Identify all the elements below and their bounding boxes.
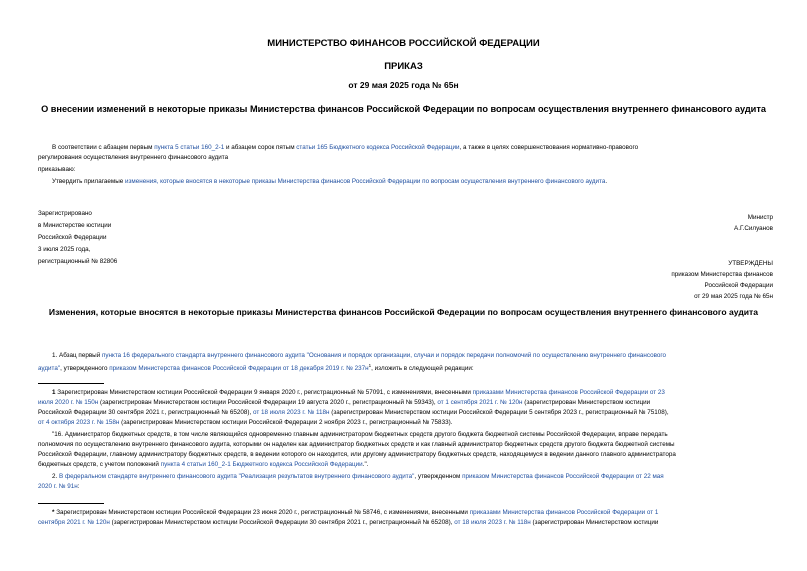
text: Зарегистрирован Министерством юстиции Российской Федерации 23 июня 2020 г., регистрационный № 58746, с изменениями, внесенными [54, 509, 470, 516]
text: , утвержденном [414, 473, 463, 480]
link-order-120n-cont[interactable]: сентября 2021 г. № 120н [38, 519, 110, 526]
footnote1-line-1 [52, 389, 665, 397]
link-order-120n[interactable]: от 1 сентября 2021 г. № 120н [437, 399, 523, 406]
text: (зарегистрирован Министерством юстиции Российской Федерации 5 сентября 2023 г., регистрационный № 75108), [329, 409, 669, 416]
link-order-91n[interactable]: приказом Министерства финансов Российской Федерации от 22 мая [462, 473, 664, 480]
text: , утвержденного [60, 365, 110, 373]
preamble-line-2: регулирования осуществления внутреннего финансового аудита [38, 154, 229, 161]
footnote-separator [38, 503, 104, 504]
text: . [605, 178, 608, 185]
link-standard-results[interactable]: В федеральном стандарте внутреннего финансового аудита "Реализация результатов внутреннего финансового аудита" [59, 473, 415, 480]
text: (зарегистрирован Министерством юстиции [530, 519, 659, 526]
footnote1-line-4 [38, 419, 452, 427]
text: и абзацем сорок пятым [224, 144, 297, 151]
link-orders-150n[interactable]: приказами Министерства финансов Российской Федерации от 23 [472, 389, 665, 396]
footnote1-line-3 [38, 409, 669, 417]
text: 1. Абзац первый [52, 352, 102, 359]
approved-line: УТВЕРЖДЕНЫ [728, 260, 773, 267]
text: Зарегистрирован Министерством юстиции Российской Федерации 9 января 2020 г., регистрационный № 57091, с изменениями, внесенными [55, 389, 473, 396]
approved-line: от 29 мая 2025 года № 65н [694, 293, 773, 300]
approved-line: Российской Федерации [704, 282, 773, 289]
text: Утвердить прилагаемые [52, 178, 125, 185]
quote-line-4 [38, 461, 368, 469]
footnote-marker: 1 [52, 389, 56, 396]
link-article-160-2-1[interactable]: пункта 5 статьи 160_2-1 [154, 144, 225, 151]
approved-line: приказом Министерства финансов [671, 271, 773, 278]
text: : [77, 483, 80, 490]
text: (зарегистрирован Министерством юстиции Российской Федерации 19 августа 2020 г., регистрационный № 59343), [98, 399, 438, 406]
text: (зарегистрирован Министерством юстиции [522, 399, 651, 406]
approve-paragraph [52, 178, 607, 186]
footnote1-line-2 [38, 399, 650, 407]
registration-line: Российской Федерации [38, 234, 107, 241]
link-article-165[interactable]: статьи 165 Бюджетного кодекса Российской Федерации [296, 144, 460, 151]
text: бюджетных средств, с учетом положений [38, 461, 161, 468]
item2-line-2 [38, 483, 80, 491]
signature-position: Министр [747, 214, 773, 221]
link-standard-16[interactable]: пункта 16 федерального стандарта внутреннего финансового аудита "Основания и порядок организации, случаи и порядок передачи полномочий по осуществлению внутреннего финансового [101, 352, 667, 359]
text: (зарегистрирован Министерством юстиции Российской Федерации 30 сентября 2021 г., регистрационный № 65208), [109, 519, 455, 526]
text: (зарегистрирован Министерством юстиции Российской Федерации 2 ноября 2023 г., регистрационный № 75833). [119, 419, 453, 426]
link-orders-120n[interactable]: приказами Министерства финансов Российской Федерации от 1 [469, 509, 659, 516]
link-article-160-2-1-p4[interactable]: пункта 4 статьи 160_2-1 Бюджетного кодекса Российской Федерации [160, 461, 363, 468]
text: , изложить в следующей редакции: [371, 365, 474, 373]
order-word: приказываю: [38, 166, 76, 173]
preamble-line-1 [52, 144, 638, 152]
quote-line-2: полномочия по осуществлению внутреннего финансового аудита, которыми он наделен как администратор бюджетных средств и как главный администратор бюджетных средств другого бюджета бюджетной системы [38, 441, 675, 448]
registration-line: Зарегистрировано [38, 210, 92, 217]
text: В соответствии с абзацем первым [52, 144, 155, 151]
link-order-158n[interactable]: от 4 октября 2023 г. № 158н [38, 419, 120, 426]
registration-line: 3 июля 2025 года, [38, 246, 91, 253]
link-changes[interactable]: изменения, которые вносятся в некоторые приказы Министерства финансов Российской Федерации по вопросам осуществления внутреннего финансового аудита [125, 178, 606, 185]
text: Российской Федерации 30 сентября 2021 г., регистрационный № 65208), [38, 409, 253, 416]
link-order-237n[interactable]: приказом Министерства финансов Российской Федерации от 18 декабря 2019 г. № 237н [109, 365, 369, 373]
quote-line-1: "16. Администратор бюджетных средств, в том числе являющийся одновременно главным администратором бюджетных средств другого бюджета бюджетной системы Российской Федерации, вправе передать [52, 431, 668, 438]
changes-title: Изменения, которые вносятся в некоторые приказы Министерства финансов Российской Федерации по вопросам осуществления внутреннего финансового аудита [48, 307, 759, 317]
ministry-heading: МИНИСТЕРСТВО ФИНАНСОВ РОССИЙСКОЙ ФЕДЕРАЦИИ [267, 38, 540, 49]
text: 2. [52, 473, 60, 480]
doc-date-number: от 29 мая 2025 года № 65н [348, 80, 459, 90]
signature-name: А.Г.Силуанов [734, 225, 773, 232]
link-order-118n[interactable]: от 18 июля 2023 г. № 118н [252, 409, 330, 416]
item1-line-1 [52, 352, 666, 360]
link-order-150n-cont[interactable]: июля 2020 г. № 150н [38, 399, 99, 406]
item1-line-2 [38, 362, 474, 373]
text: , а также в целях совершенствования нормативно-правового [459, 144, 639, 151]
footnote-ref[interactable]: 1 [368, 363, 372, 368]
footnote2-line-2 [38, 519, 658, 527]
registration-line: регистрационный № 82806 [38, 258, 118, 265]
doc-title: О внесении изменений в некоторые приказы Министерства финансов Российской Федерации по вопросам осуществления внутреннего финансового аудита [41, 104, 766, 114]
quote-line-3: Российской Федерации, главному администратору бюджетных средств, в ведении которого он находится, или другому администратору бюджетных средств, находящемуся в ведении данного главного администратора [38, 451, 676, 458]
link-order-91n-cont[interactable]: 2020 г. № 91н [38, 483, 78, 490]
link-standard-16-cont[interactable]: аудита" [38, 365, 61, 373]
link-order-118n[interactable]: от 18 июля 2023 г. № 118н [454, 519, 531, 526]
text: .". [362, 461, 369, 468]
item2-line-1 [52, 473, 664, 481]
footnote2-line-1 [52, 509, 658, 517]
registration-line: в Министерстве юстиции [38, 222, 112, 229]
footnote-separator [38, 383, 104, 384]
doc-type-heading: ПРИКАЗ [384, 61, 423, 72]
footnote-marker: * [52, 509, 55, 516]
